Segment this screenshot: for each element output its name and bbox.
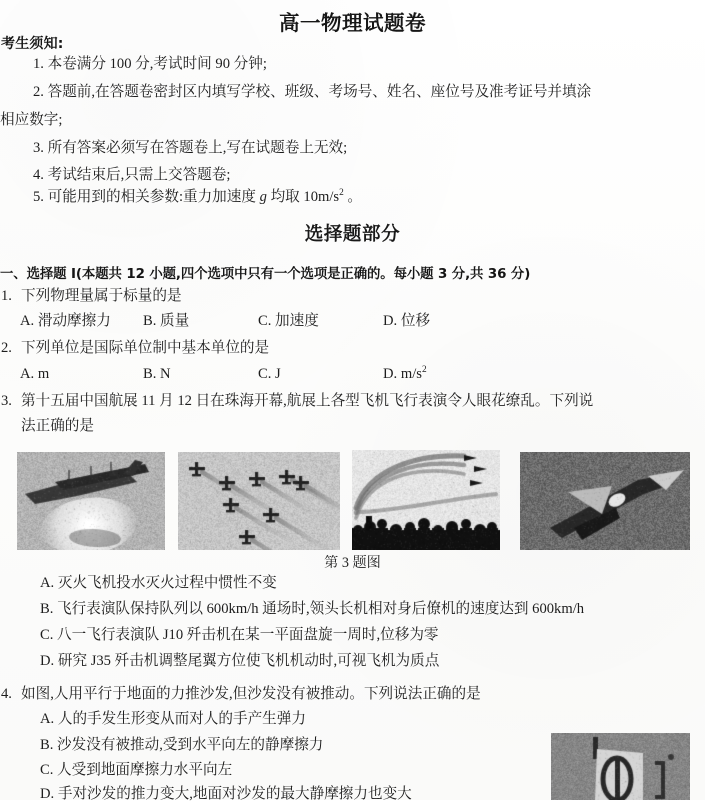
notice-item-3: 3. 所有答案必须写在答题卷上,写在试题卷上无效; [33,140,348,156]
question-3-stem-line1: 第十五届中国航展 11 月 12 日在珠海开幕,航展上各型飞机飞行表演令人眼花缭乱。下列说 [21,393,594,409]
notice-item-2: 2. 答题前,在答题卷密封区内填写学校、班级、考场号、姓名、座位号及准考证号并填涂 [33,84,592,100]
option-text: 八一飞行表演队 J10 歼击机在某一平面盘旋一周时,位移为零 [57,627,439,643]
option-label: A. [40,575,55,591]
option-label: B. [143,313,157,329]
notice-item-1: 1. 本卷满分 100 分,考试时间 90 分钟; [33,56,267,72]
question-3-figure-4 [520,452,690,550]
question-3-option-d[interactable] [40,654,439,669]
question-4-number: 4. [1,686,12,702]
question-4-option-b[interactable] [40,738,323,753]
question-3-option-a[interactable] [40,576,277,591]
question-3-figure-caption: 第 3 题图 [324,555,381,571]
question-2-option-b[interactable] [143,367,171,382]
notice-item-5-superscript: 2 [339,188,344,199]
option-label: D. [40,786,55,802]
question-3-number: 3. [1,393,12,409]
question-1-option-c[interactable] [258,314,319,329]
option-label: C. [40,762,54,778]
question-2-option-d[interactable] [383,367,427,382]
option-text: 沙发没有被推动,受到水平向左的静摩擦力 [57,737,324,753]
question-2-stem: 下列单位是国际单位制中基本单位的是 [21,340,270,356]
question-4-stem: 如图,人用平行于地面的力推沙发,但沙发没有被推动。下列说法正确的是 [21,686,481,702]
question-2-number: 2. [1,340,12,356]
notice-item-4: 4. 考试结束后,只需上交答题卷; [33,167,231,183]
question-2-option-c[interactable] [258,367,281,382]
question-3-stem-line2: 法正确的是 [21,418,94,434]
question-3-option-b[interactable] [40,602,584,617]
section-title: 选择题部分 [304,224,401,245]
option-text: m/s [400,366,422,382]
notice-item-5 [33,190,362,205]
option-text: 研究 J35 歼击机调整尾翼方位使飞机机动时,可视飞机为质点 [57,653,440,669]
question-4-option-a[interactable] [40,712,306,727]
option-text: N [160,366,171,382]
gravity-symbol: g [259,189,267,205]
option-text: 飞行表演队保持队列以 600km/h 通场时,领头长机相对身后僚机的速度达到 600km/h [57,601,585,617]
part-heading: 一、选择题 I(本题共 12 小题,四个选项中只有一个选项是正确的。每小题 3 分,共 36 分) [0,267,531,282]
option-label: D. [383,366,398,382]
option-text: 灭火飞机投水灭火过程中惯性不变 [57,575,277,591]
question-1-option-a[interactable] [20,314,111,329]
option-label: C. [258,366,272,382]
question-3-figure-3 [352,450,500,550]
question-3-option-c[interactable] [40,628,439,643]
option-label: A. [40,711,55,727]
option-label: D. [383,313,398,329]
notice-item-5-prefix: 5. 可能用到的相关参数:重力加速度 [33,189,260,205]
option-label: A. [20,313,35,329]
option-text: 手对沙发的推力变大,地面对沙发的最大静摩擦力也变大 [57,786,412,802]
option-superscript: 2 [421,365,427,376]
question-1-stem: 下列物理量属于标量的是 [21,288,182,304]
question-4-option-c[interactable] [40,763,232,778]
notice-heading: 考生须知: [1,36,64,52]
option-label: A. [20,366,35,382]
option-text: J [275,366,281,382]
option-text: m [37,366,50,382]
option-text: 人的手发生形变从而对人的手产生弹力 [57,711,306,727]
question-1-number: 1. [1,288,12,304]
notice-item-5-middle: 均取 10m/s [266,189,340,205]
option-label: D. [40,653,55,669]
notice-item-5-suffix: 。 [343,189,363,205]
option-label: B. [40,601,54,617]
question-2-option-a[interactable] [20,367,49,382]
question-3-figure-2 [178,452,340,550]
option-label: B. [143,366,157,382]
option-label: B. [40,737,54,753]
notice-item-2-continuation: 相应数字; [0,112,63,128]
option-text: 位移 [400,313,431,329]
option-text: 质量 [160,313,190,329]
question-4-figure [551,733,690,800]
question-1-option-b[interactable] [143,314,189,329]
option-text: 滑动摩擦力 [37,313,111,329]
page-title: 高一物理试题卷 [279,11,426,35]
option-label: C. [40,627,54,643]
option-label: C. [258,313,272,329]
question-3-figure-1 [17,452,165,550]
option-text: 人受到地面摩擦力水平向左 [57,762,233,778]
question-1-option-d[interactable] [383,314,430,329]
option-text: 加速度 [275,313,319,329]
